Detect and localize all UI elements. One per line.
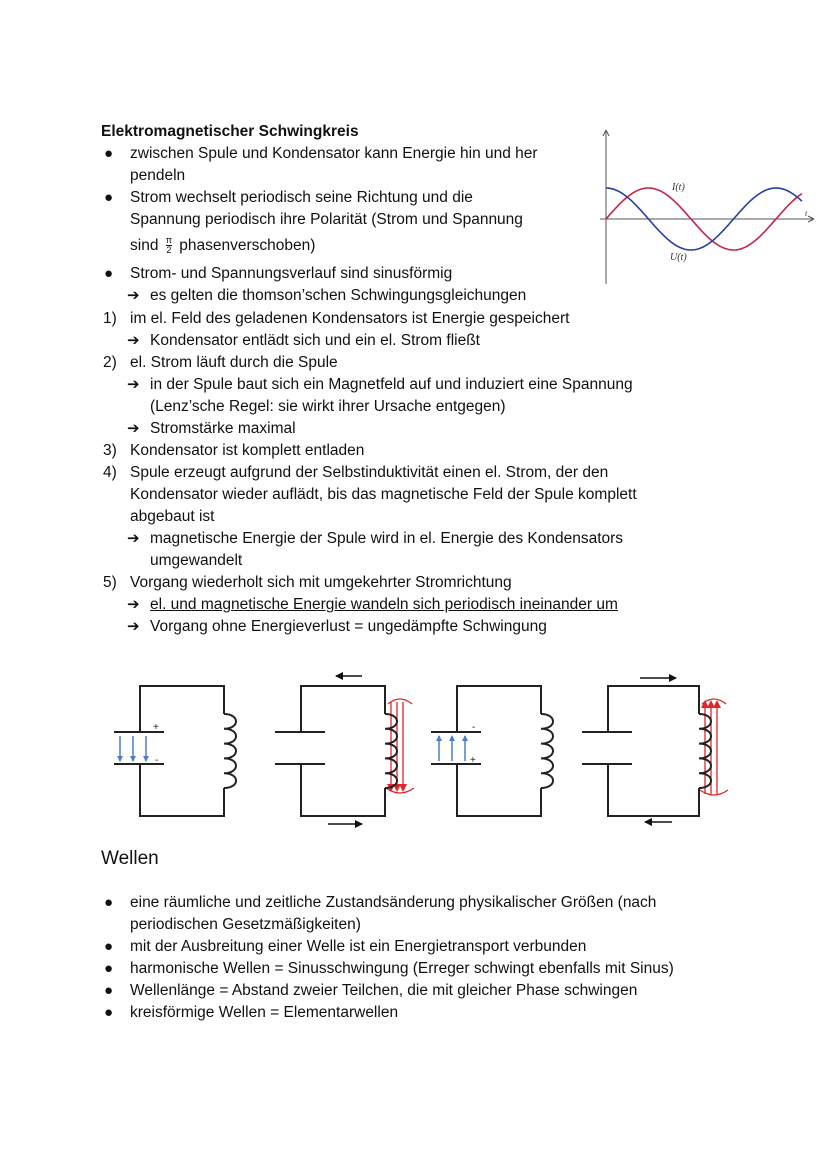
wire	[457, 764, 541, 816]
step-text: Vorgang wiederholt sich mit umgekehrter Stromrichtung	[130, 574, 512, 591]
current-label: I(t)	[672, 182, 685, 193]
bullet-text: Spannung periodisch ihre Polarität (Strom und Spannung	[130, 211, 523, 228]
arrow-icon: ➔	[127, 332, 140, 349]
step-number: 2)	[103, 354, 117, 371]
step-text: Kondensator ist komplett entladen	[130, 442, 365, 459]
arrow-icon: ➔	[127, 420, 140, 437]
minus-sign: -	[155, 755, 159, 766]
waves-heading: Wellen	[101, 848, 159, 869]
step-text: abgebaut ist	[130, 508, 215, 525]
step-text: Spule erzeugt aufgrund der Selbstinduktivität einen el. Strom, der den	[130, 464, 609, 481]
fraction-denominator: 2	[166, 245, 172, 256]
arrow-icon: ➔	[127, 376, 140, 393]
step-number: 5)	[103, 574, 117, 591]
bullet-dot: ●	[104, 145, 114, 162]
lc-circuit-diagrams	[100, 670, 740, 820]
step-text: Kondensator wieder auflädt, bis das magnetische Feld der Spule komplett	[130, 486, 637, 503]
step-arrow-text: magnetische Energie der Spule wird in el. Energie des Kondensators	[150, 530, 624, 547]
step-number: 1)	[103, 310, 117, 327]
step-text: el. Strom läuft durch die Spule	[130, 354, 338, 371]
arrow-icon: ➔	[127, 287, 140, 304]
electric-field	[439, 736, 465, 761]
bullet-dot: ●	[104, 938, 114, 955]
pi-half-fraction	[166, 236, 172, 255]
bullet-text: harmonische Wellen = Sinusschwingung (Erreger schwingt ebenfalls mit Sinus)	[130, 960, 674, 977]
wire	[140, 764, 224, 816]
step-number: 3)	[103, 442, 117, 459]
bullet-text: pendeln	[130, 167, 186, 184]
plus-sign: +	[153, 722, 159, 733]
step-arrow-text: Stromstärke maximal	[150, 420, 296, 437]
step-arrow-text: el. und magnetische Energie wandeln sich periodisch ineinander um	[150, 596, 618, 613]
time-axis-label: t	[805, 209, 808, 218]
wire	[608, 686, 699, 732]
step-number: 4)	[103, 464, 117, 481]
bullet-text: Wellenlänge = Abstand zweier Teilchen, die mit gleicher Phase schwingen	[130, 982, 638, 999]
wire	[608, 764, 699, 816]
bullet-text: Strom- und Spannungsverlauf sind sinusförmig	[130, 265, 453, 282]
bullet-text: Strom wechselt periodisch seine Richtung und die	[130, 189, 473, 206]
phase-after: phasenverschoben)	[179, 237, 316, 254]
wire	[301, 764, 385, 816]
electric-field	[120, 736, 146, 761]
magnetic-field	[386, 699, 414, 793]
step-arrow-text: umgewandelt	[150, 552, 243, 569]
bullet-text: zwischen Spule und Kondensator kann Energie hin und her	[130, 145, 538, 162]
bullet-dot: ●	[104, 189, 114, 206]
arrow-icon: ➔	[127, 618, 140, 635]
bullet-dot: ●	[104, 1004, 114, 1021]
phase-before: sind	[130, 237, 159, 254]
coil	[224, 714, 236, 788]
wire	[301, 686, 385, 732]
magnetic-field	[700, 699, 728, 795]
coil	[541, 714, 553, 788]
bullet-text: mit der Ausbreitung einer Welle ist ein Energietransport verbunden	[130, 938, 587, 955]
circuit-3	[431, 686, 553, 816]
arrow-icon: ➔	[127, 530, 140, 547]
circuit-4	[582, 678, 728, 822]
bullet-text: periodischen Gesetzmäßigkeiten)	[130, 916, 361, 933]
sine-graph	[600, 128, 820, 288]
step-text: im el. Feld des geladenen Kondensators ist Energie gespeichert	[130, 310, 570, 327]
bullet-dot: ●	[104, 894, 114, 911]
bullet-text: kreisförmige Wellen = Elementarwellen	[130, 1004, 399, 1021]
section-title: Elektromagnetischer Schwingkreis	[101, 123, 359, 140]
circuit-1	[114, 686, 236, 816]
phase-line	[130, 236, 315, 256]
step-arrow-text: Vorgang ohne Energieverlust = ungedämpfte Schwingung	[150, 618, 547, 635]
wire	[457, 686, 541, 732]
plus-sign: +	[470, 755, 476, 766]
bullet-dot: ●	[104, 960, 114, 977]
bullet-dot: ●	[104, 265, 114, 282]
step-arrow-text: in der Spule baut sich ein Magnetfeld auf und induziert eine Spannung	[150, 376, 633, 393]
fraction-numerator: π	[165, 235, 172, 246]
step-arrow-text: (Lenz’sche Regel: sie wirkt ihrer Ursache entgegen)	[150, 398, 506, 415]
step-arrow-text: Kondensator entlädt sich und ein el. Strom fließt	[150, 332, 480, 349]
sub-arrow-text: es gelten die thomson’schen Schwingungsgleichungen	[150, 287, 527, 304]
minus-sign: -	[472, 722, 476, 733]
bullet-dot: ●	[104, 982, 114, 999]
bullet-text: eine räumliche und zeitliche Zustandsänderung physikalischer Größen (nach	[130, 894, 657, 911]
arrow-icon: ➔	[127, 596, 140, 613]
circuit-2	[275, 676, 414, 824]
voltage-label: U(t)	[670, 252, 687, 263]
